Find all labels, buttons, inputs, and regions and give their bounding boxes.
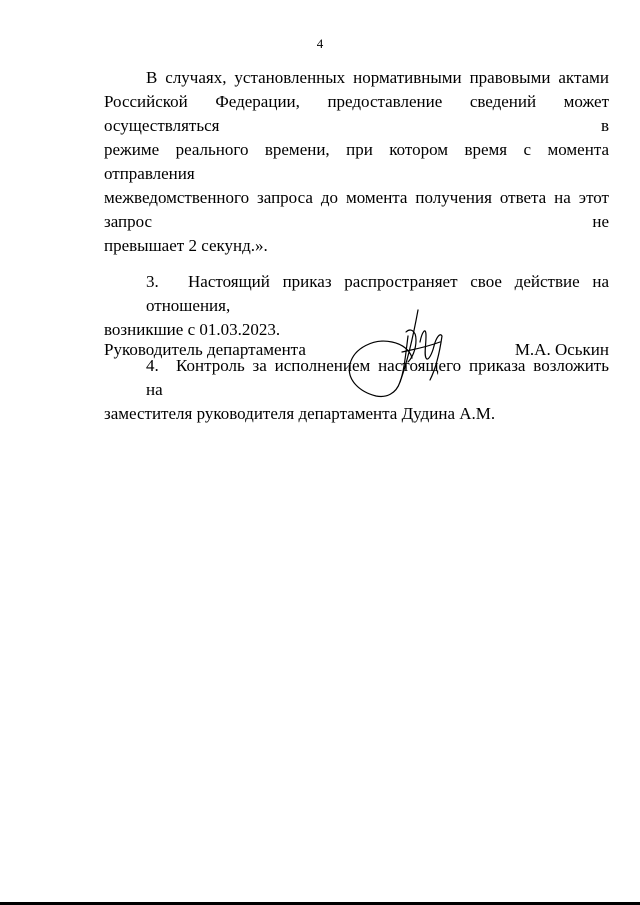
paragraph-3-line-1-text: Настоящий приказ распространяет свое действие на отношения, [146,272,609,315]
paragraph-3-line-2: возникшие с 01.03.2023. [104,320,281,339]
paragraph-3-number: 3. [146,272,159,291]
paragraph-1-line-2: Российской Федерации, предоставление сведений может осуществляться в [104,92,609,135]
handwritten-signature [340,302,460,402]
paragraph-1 [104,66,609,258]
paragraph-4-number: 4. [146,356,159,375]
paragraph-4-line-2: заместителя руководителя департамента Дудина А.М. [104,404,496,423]
page-number: 4 [316,36,324,51]
paragraph-4-line-1-text: Контроль за исполнением настоящего приказа возложить на [146,356,609,399]
paragraph-1-line-1: В случаях, установленных нормативными правовыми актами [146,68,609,87]
paragraph-1-line-3: режиме реального времени, при котором время с момента отправления [104,140,609,183]
paragraph-1-line-5: превышает 2 секунд.». [104,236,268,255]
paragraph-1-line-4: межведомственного запроса до момента получения ответа на этот запрос не [104,188,609,231]
signatory-name: М.А. Оськин [514,340,609,359]
signatory-title: Руководитель департамента [104,340,306,359]
